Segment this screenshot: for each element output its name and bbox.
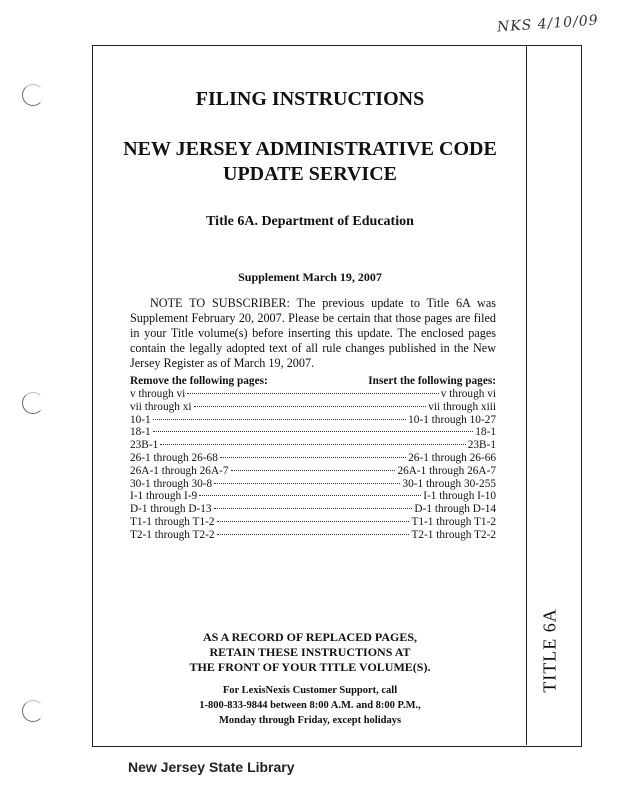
table-row	[130, 439, 496, 452]
publication-title-line1: NEW JERSEY ADMINISTRATIVE CODE	[123, 138, 497, 160]
support-line1: For LexisNexis Customer Support, call	[222, 685, 398, 696]
table-row	[130, 426, 496, 439]
library-footer: New Jersey State Library	[128, 759, 295, 775]
dot-leader	[153, 419, 406, 420]
tab-divider-line	[526, 45, 527, 745]
supplement-date: Supplement March 19, 2007	[238, 270, 382, 284]
dot-leader	[231, 470, 396, 471]
customer-support	[150, 683, 470, 728]
subscriber-note: NOTE TO SUBSCRIBER: The previous update to Title 6A was Supplement February 20, 2007. Please be certain that those pages are filed in your Title volume(s) before inserting this update. The enclosed pages contain the legally adopted text of all rule changes published in the New Jersey Register as of March 19, 2007.	[130, 296, 496, 370]
table-row	[130, 401, 496, 414]
insert-pages-cell: 10-1 through 10-27	[408, 413, 496, 426]
record-notice	[160, 630, 460, 675]
pages-table-header	[130, 374, 496, 388]
table-row	[130, 452, 496, 465]
record-notice-line1: AS A RECORD OF REPLACED PAGES,	[202, 630, 418, 644]
remove-pages-cell: 10-1	[130, 413, 151, 426]
insert-pages-cell: T1-1 through T1-2	[411, 515, 496, 528]
remove-pages-cell: vii through xi	[130, 400, 192, 413]
remove-pages-cell: 18-1	[130, 426, 151, 439]
handwritten-note: NKS 4/10/09	[496, 12, 600, 36]
remove-pages-cell: D-1 through D-13	[130, 503, 212, 516]
record-notice-line3: THE FRONT OF YOUR TITLE VOLUME(S).	[189, 660, 431, 674]
record-notice-line2: RETAIN THESE INSTRUCTIONS AT	[209, 645, 411, 659]
punch-hole-middle	[22, 392, 44, 414]
table-row	[130, 478, 496, 491]
table-row	[130, 490, 496, 503]
table-row	[130, 465, 496, 478]
dot-leader	[194, 406, 427, 407]
table-row	[130, 516, 496, 529]
pages-table-rows	[130, 388, 496, 542]
dot-leader	[217, 521, 410, 522]
dot-leader	[160, 444, 466, 445]
table-row	[130, 414, 496, 427]
remove-pages-cell: 23B-1	[130, 439, 159, 452]
punch-hole-bottom	[22, 700, 44, 722]
remove-pages-cell: I-1 through I-9	[130, 490, 198, 503]
remove-pages-cell: 26A-1 through 26A-7	[130, 464, 229, 477]
remove-header: Remove the following pages:	[130, 375, 268, 387]
table-row	[130, 388, 496, 401]
dot-leader	[187, 393, 439, 394]
insert-pages-cell: 23B-1	[467, 439, 496, 452]
insert-pages-cell: 26-1 through 26-66	[408, 451, 496, 464]
pages-table	[130, 374, 496, 542]
insert-pages-cell: T2-1 through T2-2	[411, 528, 496, 541]
title-tab	[539, 608, 560, 693]
table-row	[130, 529, 496, 542]
remove-pages-cell: T1-1 through T1-2	[130, 515, 215, 528]
dot-leader	[153, 431, 474, 432]
insert-pages-cell: 30-1 through 30-255	[402, 477, 496, 490]
remove-pages-cell: v through vi	[130, 388, 186, 400]
page-title: FILING INSTRUCTIONS	[195, 88, 425, 110]
document-subtitle: Title 6A. Department of Education	[206, 214, 414, 229]
dot-leader	[214, 508, 413, 509]
remove-pages-cell: 30-1 through 30-8	[130, 477, 213, 490]
insert-pages-cell: vii through xiii	[428, 400, 496, 413]
insert-pages-cell: v through vi	[440, 388, 496, 400]
publication-title-line2: UPDATE SERVICE	[223, 163, 397, 185]
remove-pages-cell: 26-1 through 26-68	[130, 451, 218, 464]
dot-leader	[214, 483, 400, 484]
publication-title	[100, 137, 520, 187]
insert-pages-cell: 26A-1 through 26A-7	[397, 464, 496, 477]
punch-hole-top	[22, 84, 44, 106]
remove-pages-cell: T2-1 through T2-2	[130, 528, 215, 541]
insert-pages-cell: D-1 through D-14	[414, 503, 496, 516]
dot-leader	[199, 495, 421, 496]
support-line3: Monday through Friday, except holidays	[218, 715, 402, 726]
insert-pages-cell: I-1 through I-10	[423, 490, 496, 503]
insert-pages-cell: 18-1	[475, 426, 496, 439]
support-line2: 1-800-833-9844 between 8:00 A.M. and 8:00 P.M.,	[199, 700, 421, 711]
title-tab-label: TITLE 6A	[539, 608, 560, 693]
insert-header: Insert the following pages:	[368, 375, 496, 387]
dot-leader	[220, 457, 406, 458]
dot-leader	[217, 534, 410, 535]
table-row	[130, 503, 496, 516]
